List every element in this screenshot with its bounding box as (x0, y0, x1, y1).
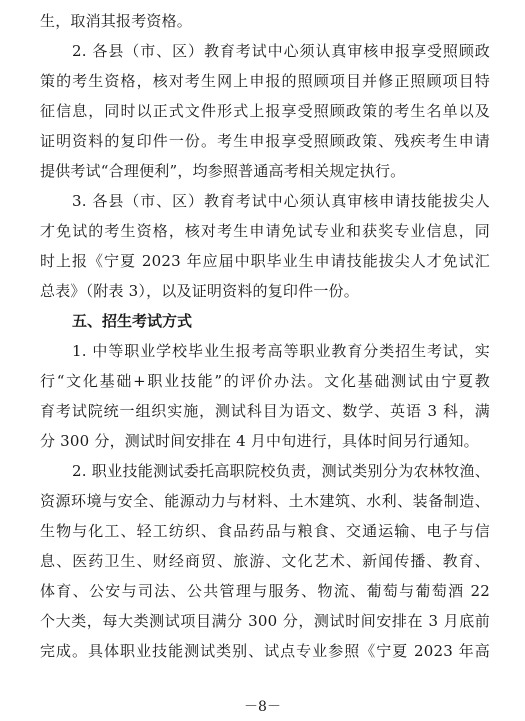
text-line: 体育、公安与司法、公共管理与服务、物流、葡萄与葡萄酒 22 (40, 582, 490, 600)
section-heading: 五、招生考试方式 (72, 312, 193, 330)
text-line: 生物与化工、轻工纺织、食品药品与粮食、交通运输、电子与信 (40, 522, 490, 540)
section-five-body (40, 336, 490, 666)
text-line: 3. 各县（市、区）教育考试中心须认真审核申请技能拔尖人 (72, 192, 490, 210)
page-number: －8－ (244, 699, 281, 715)
text-line: 才免试的考生资格，核对考生申请免试专业和获奖专业信息，同 (40, 222, 490, 240)
text-line: 分 300 分，测试时间安排在 4 月中旬进行，具体时间另行通知。 (40, 432, 479, 450)
text-line: 2. 职业技能测试委托高职院校负责，测试类别分为农林牧渔、 (72, 462, 490, 480)
document-page (40, 6, 490, 666)
text-line: 征信息，同时以正式文件形式上报享受照顾政策的考生名单以及 (40, 102, 490, 120)
text-line: 个大类，每大类测试项目满分 300 分，测试时间安排在 3 月底前 (40, 612, 490, 630)
text-line: 总表》（附表 3），以及证明资料的复印件一份。 (40, 282, 359, 300)
text-line: 育考试院统一组织实施，测试科目为语文、数学、英语 3 科，满 (40, 402, 490, 420)
section-four-continued (40, 6, 490, 306)
text-line: 1. 中等职业学校毕业生报考高等职业教育分类招生考试，实 (72, 342, 490, 360)
text-line: 策的考生资格，核对考生网上申报的照顾项目并修正照顾项目特 (40, 72, 490, 90)
text-line: 提供考试“合理便利”，均参照普通高考相关规定执行。 (40, 162, 406, 180)
text-line: 2. 各县（市、区）教育考试中心须认真审核申报享受照顾政 (72, 42, 490, 60)
text-line: 证明资料的复印件一份。考生申报享受照顾政策、残疾考生申请 (40, 132, 490, 150)
text-line: 资源环境与安全、能源动力与材料、土木建筑、水利、装备制造、 (40, 492, 490, 510)
text-line: 行“文化基础+职业技能”的评价办法。文化基础测试由宁夏教 (40, 372, 490, 390)
text-line: 时上报《宁夏 2023 年应届中职毕业生申请技能拔尖人才免试汇 (40, 252, 490, 270)
text-line: 生，取消其报考资格。 (40, 12, 193, 30)
text-line: 息、医药卫生、财经商贸、旅游、文化艺术、新闻传播、教育、 (40, 552, 490, 570)
text-line: 完成。具体职业技能测试类别、试点专业参照《宁夏 2023 年高 (40, 642, 490, 660)
